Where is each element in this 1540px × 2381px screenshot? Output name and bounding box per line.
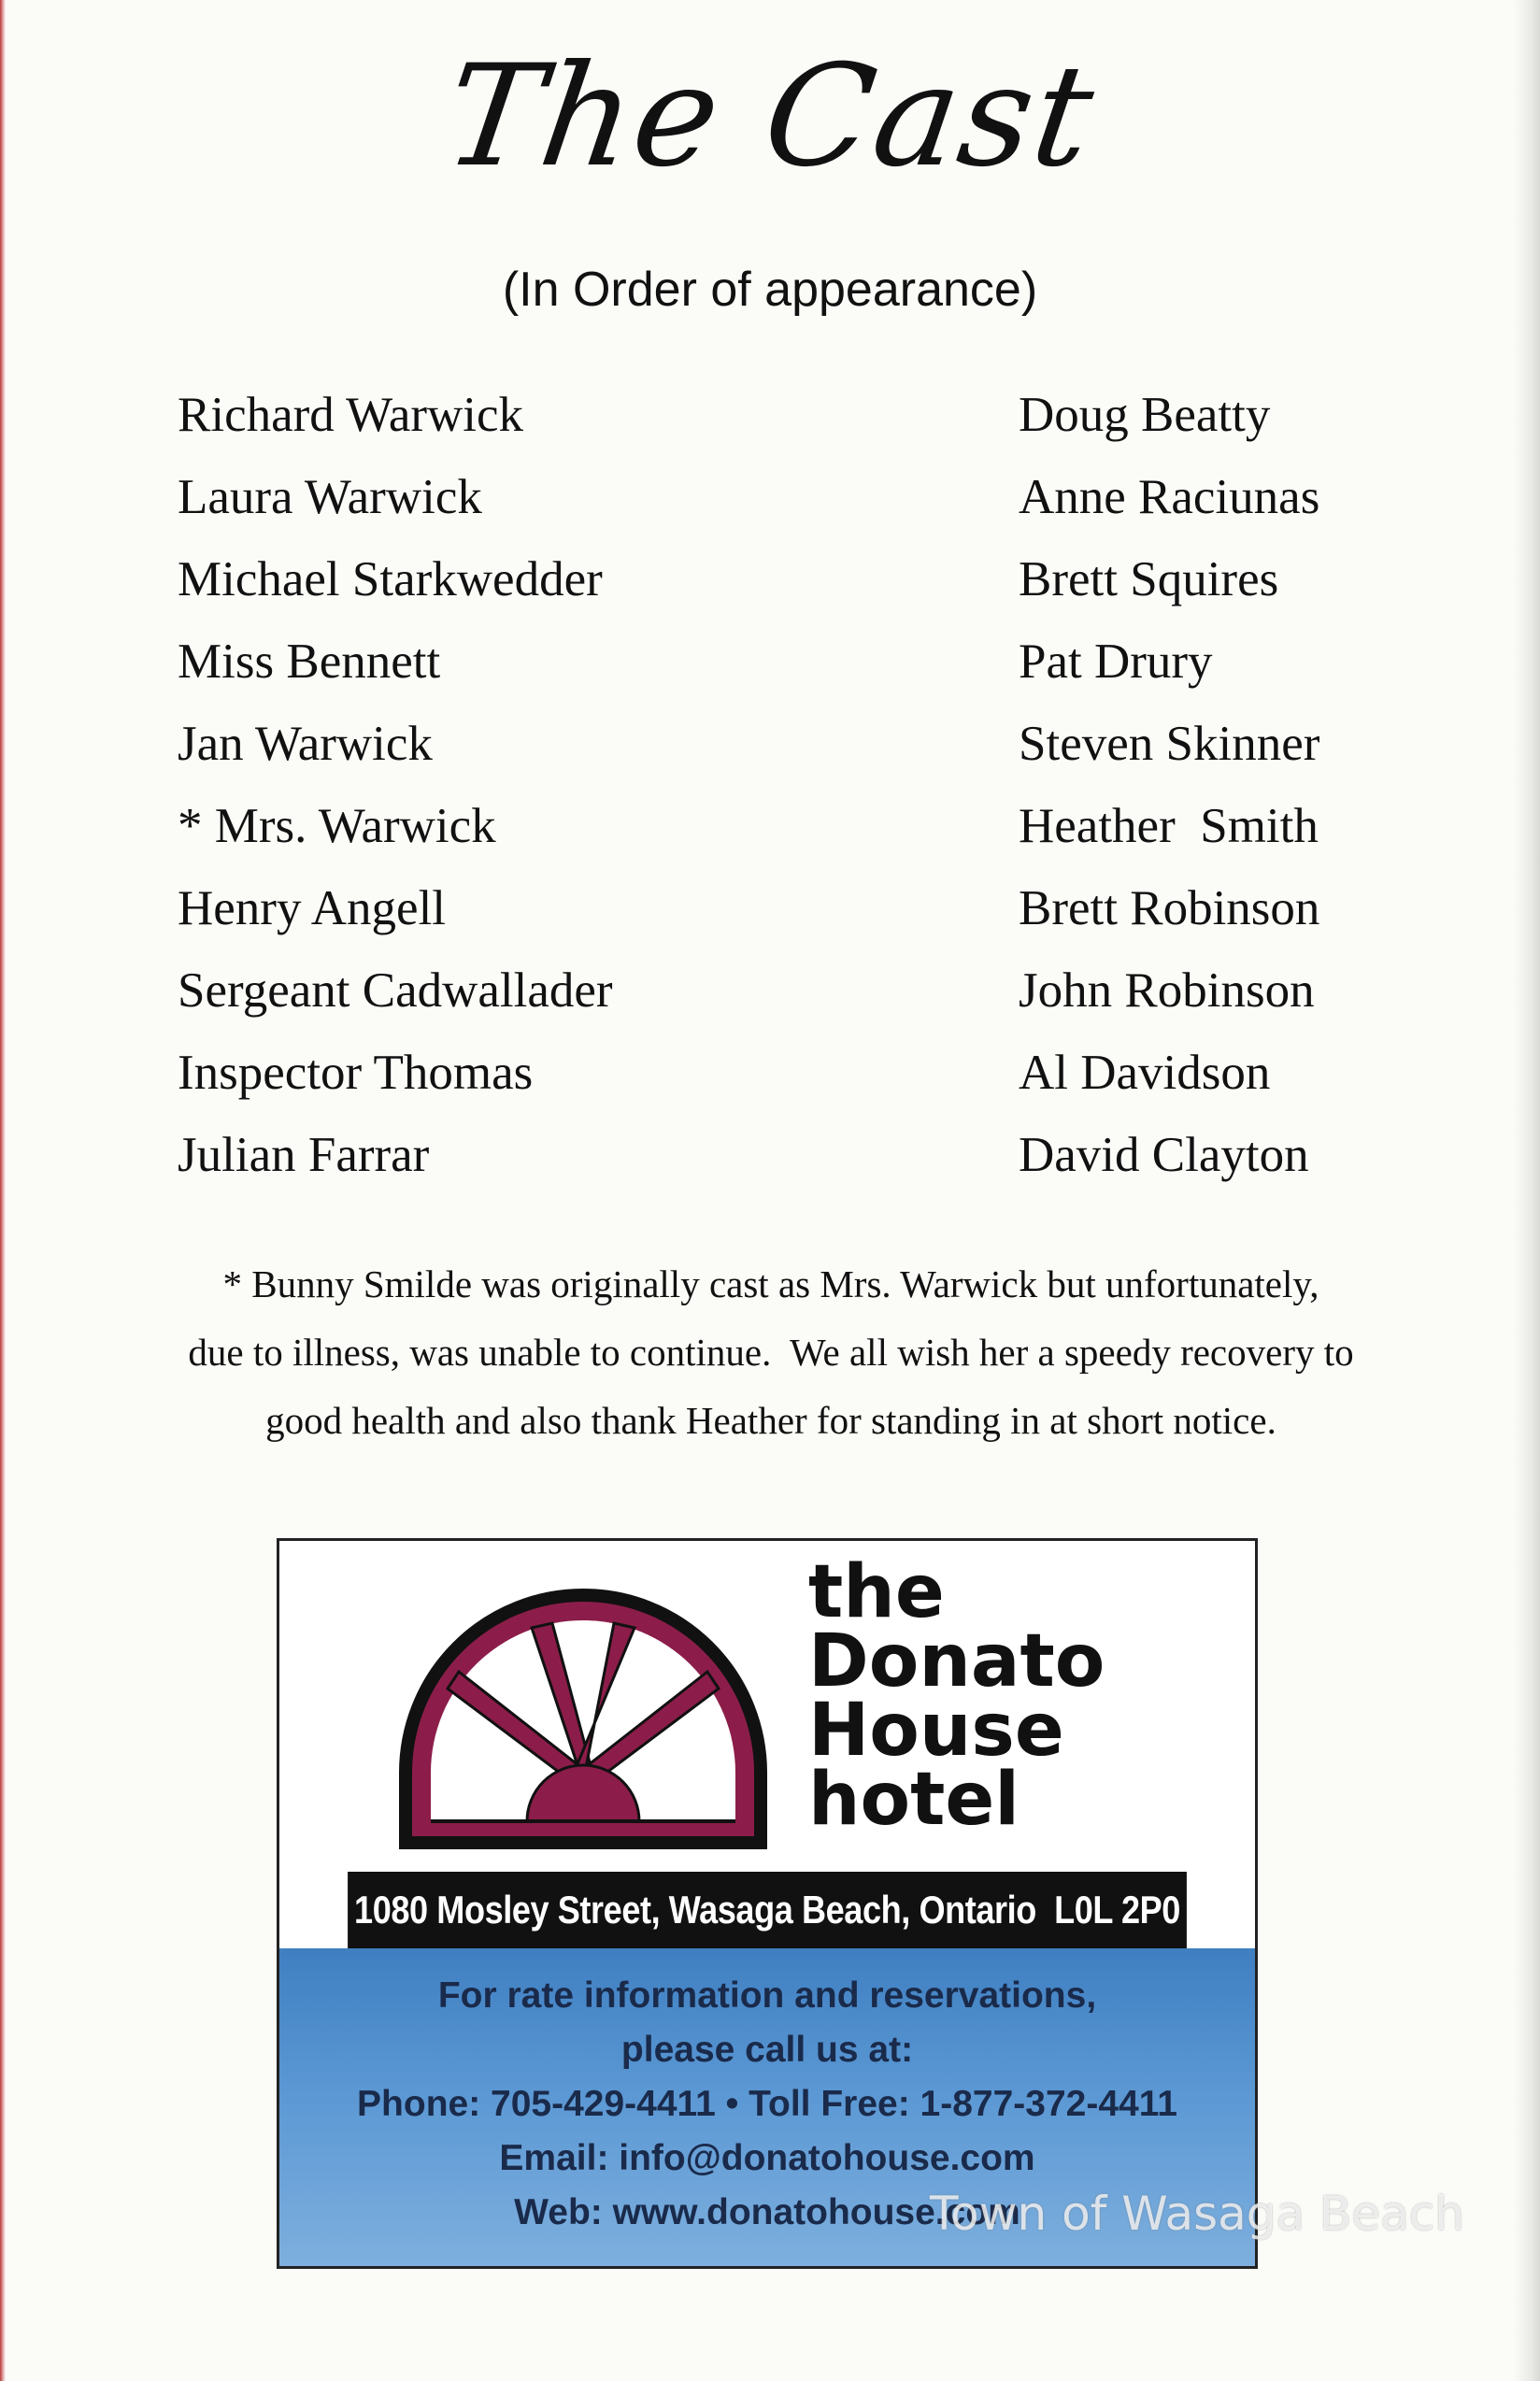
cast-row bbox=[178, 456, 1392, 538]
cast-row bbox=[178, 1032, 1392, 1114]
cast-note bbox=[103, 1250, 1439, 1455]
cast-actor: Anne Raciunas bbox=[1019, 470, 1320, 524]
cast-actor: Al Davidson bbox=[1019, 1046, 1271, 1100]
cast-row bbox=[178, 1114, 1392, 1196]
cast-actor: Brett Robinson bbox=[1019, 881, 1320, 935]
ad-logo-area bbox=[279, 1541, 1255, 1872]
cast-row bbox=[178, 620, 1392, 703]
contact-web: Web: www.donatohouse.com bbox=[514, 2192, 1020, 2232]
cast-role: Miss Bennett bbox=[178, 634, 441, 689]
cast-actor: Steven Skinner bbox=[1019, 717, 1320, 771]
cast-row bbox=[178, 538, 1392, 620]
cast-role: * Mrs. Warwick bbox=[178, 799, 496, 853]
cast-row bbox=[178, 785, 1392, 867]
hotel-advertisement bbox=[277, 1538, 1258, 2269]
cast-actor: Doug Beatty bbox=[1019, 388, 1271, 442]
cast-role: Laura Warwick bbox=[178, 470, 482, 524]
page-right-edge bbox=[1514, 0, 1540, 2381]
cast-row bbox=[178, 374, 1392, 456]
cast-row bbox=[178, 703, 1392, 785]
cast-actor: Pat Drury bbox=[1019, 634, 1213, 689]
cast-actor: Heather Smith bbox=[1019, 799, 1319, 853]
page-title: The Cast bbox=[435, 36, 1105, 198]
cast-list bbox=[178, 374, 1392, 1196]
cast-actor: Brett Squires bbox=[1019, 552, 1279, 606]
hotel-name-line: the bbox=[808, 1550, 945, 1634]
cast-row bbox=[178, 949, 1392, 1032]
cast-role: Michael Starkwedder bbox=[178, 552, 603, 606]
hotel-name-line: hotel bbox=[808, 1758, 1020, 1842]
cast-actor: John Robinson bbox=[1019, 963, 1315, 1018]
arched-window-logo-icon bbox=[392, 1586, 775, 1857]
cast-note-line: good health and also thank Heather for standing in at short notice. bbox=[265, 1399, 1276, 1442]
cast-row bbox=[178, 867, 1392, 949]
page-subtitle: (In Order of appearance) bbox=[502, 263, 1038, 317]
contact-line: For rate information and reservations, bbox=[437, 1975, 1097, 2016]
hotel-name-line: House bbox=[808, 1689, 1064, 1773]
cast-role: Henry Angell bbox=[178, 881, 447, 935]
contact-line: please call us at: bbox=[620, 2030, 914, 2070]
cast-note-line: due to illness, was unable to continue. We all wish her a speedy recovery to bbox=[188, 1331, 1354, 1374]
contact-phone: Phone: 705-429-4411 • Toll Free: 1-877-372-4411 bbox=[357, 2084, 1177, 2124]
cast-note-line: * Bunny Smilde was originally cast as Mrs. Warwick but unfortunately, bbox=[222, 1262, 1319, 1305]
hotel-address: 1080 Mosley Street, Wasaga Beach, Ontario L0L 2P0 bbox=[348, 1872, 1187, 1948]
cast-role: Richard Warwick bbox=[178, 388, 524, 442]
cast-role: Jan Warwick bbox=[178, 717, 433, 771]
hotel-name bbox=[808, 1550, 1105, 1842]
page-left-edge bbox=[0, 0, 6, 2381]
cast-role: Sergeant Cadwallader bbox=[178, 963, 613, 1018]
cast-role: Inspector Thomas bbox=[178, 1046, 534, 1100]
contact-email: Email: info@donatohouse.com bbox=[499, 2138, 1035, 2178]
cast-actor: David Clayton bbox=[1019, 1128, 1309, 1182]
cast-role: Julian Farrar bbox=[178, 1128, 430, 1182]
hotel-name-line: Donato bbox=[808, 1619, 1105, 1704]
watermark: Town of Wasaga Beach bbox=[930, 2187, 1464, 2241]
